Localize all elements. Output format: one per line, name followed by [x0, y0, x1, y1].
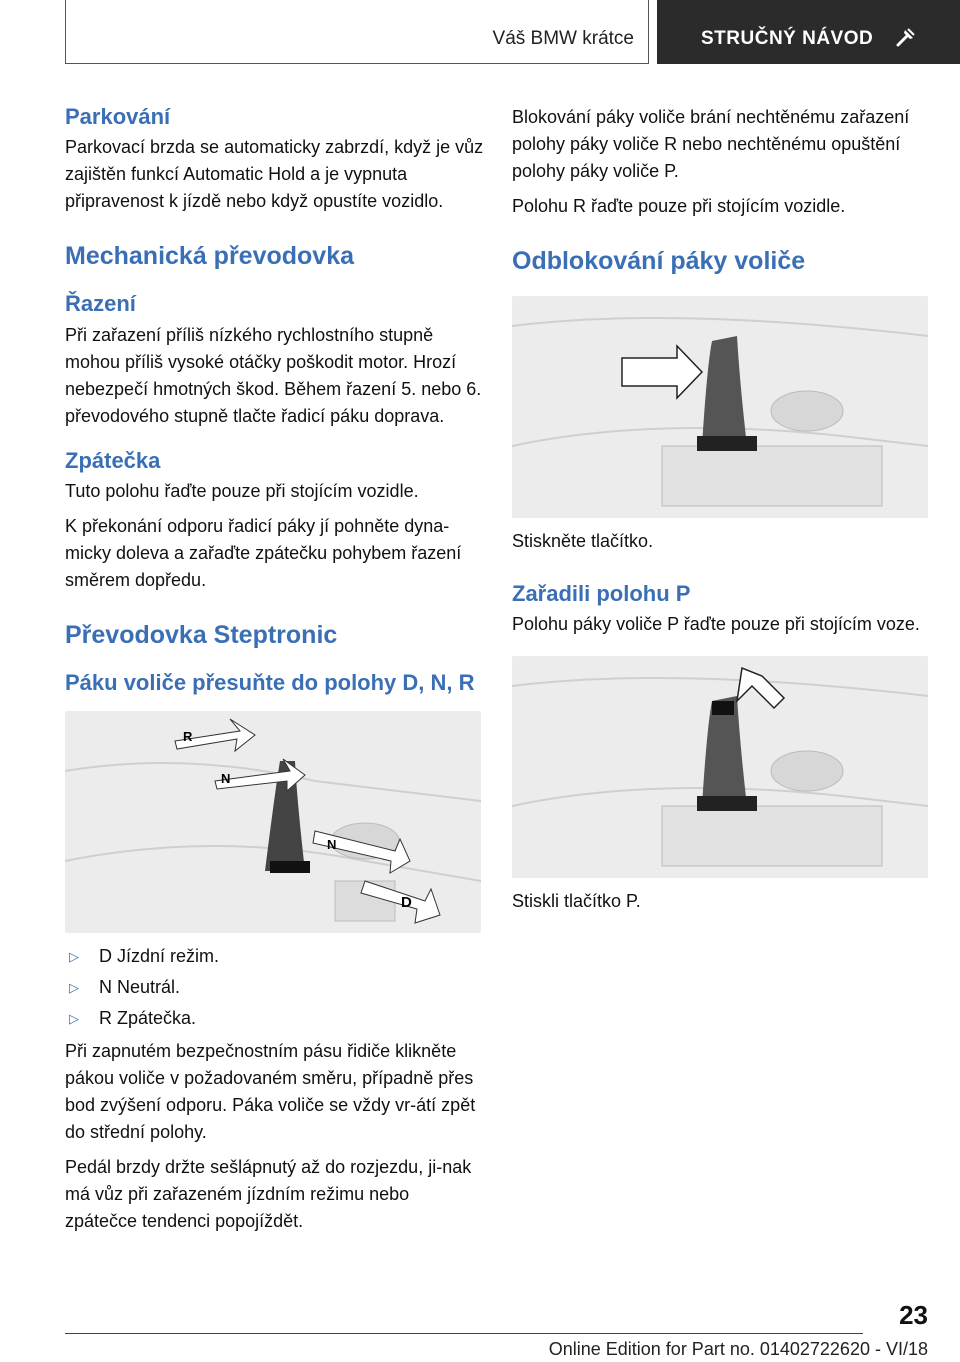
triangle-bullet-icon: ▷	[69, 1010, 79, 1026]
reverse-paragraph-1: Tuto polohu řaďte pouze při stojícím vozidle.	[65, 481, 419, 502]
header-chapter-tab	[657, 0, 960, 64]
list-item: ▷ R Zpátečka.	[65, 1005, 485, 1032]
parking-heading: Parkování	[65, 104, 171, 129]
manual-gearbox-heading: Mechanická převodovka	[65, 242, 355, 271]
right-column	[512, 104, 930, 923]
triangle-bullet-icon: ▷	[69, 948, 79, 964]
selector-lever-illustration	[65, 711, 481, 933]
triangle-bullet-icon: ▷	[69, 979, 79, 995]
list-item: ▷ D Jízdní režim.	[65, 943, 485, 970]
header-chapter-label: STRUČNÝ NÁVOD	[701, 28, 874, 49]
park-paragraph: Polohu páky voliče P řaďte pouze při stojícím voze.	[512, 614, 920, 635]
left-column	[65, 104, 485, 1243]
illustration-label-d: D	[401, 893, 412, 911]
footer-edition: Online Edition for Part no. 01402722620 - VI/18	[548, 1339, 928, 1359]
shifting-heading: Řazení	[65, 291, 136, 317]
selector-heading: Páku voliče přesuňte do polohy D, N, R	[65, 670, 475, 696]
park-caption: Stiskli tlačítko P.	[512, 891, 641, 912]
list-item: ▷ N Neutrál.	[65, 974, 485, 1001]
unlock-caption: Stiskněte tlačítko.	[512, 531, 654, 551]
reverse-paragraph-2: K překonání odporu řadicí páky jí pohněte dyna-micky doleva a zařaďte zpátečku pohybem řazení směrem dopředu.	[65, 516, 462, 591]
lock-paragraph: Blokování páky voliče brání nechtěnému zařazení polohy páky voliče R nebo nechtěnému opuštění polohy páky voliče P.	[512, 107, 910, 181]
illustration-label-n-top: N	[221, 770, 231, 786]
footer-divider	[65, 1333, 863, 1334]
park-button-illustration	[512, 656, 928, 878]
illustration-label-n-bottom: N	[327, 836, 337, 852]
unlock-illustration	[512, 296, 928, 518]
header-left-box	[65, 0, 649, 64]
page-number: 23	[899, 1300, 928, 1330]
gear-mode-list	[65, 943, 485, 1032]
header-section-label: Váš BMW krátce	[492, 28, 634, 49]
brake-pedal-paragraph: Pedál brzdy držte sešlápnutý až do rozjezdu, ji-nak má vůz při zařazeném jízdním režimu nebo zpátečce tendenci popojíždět.	[65, 1156, 472, 1231]
illustration-label-r: R	[183, 728, 193, 744]
selector-operation-paragraph: Při zapnutém bezpečnostním pásu řidiče klikněte pákou voliče v požadovaném směru, případně přes bod zvýšení odporu. Páka voliče se vždy vr-átí zpět do střední polohy.	[65, 1040, 476, 1142]
wrench-icon	[893, 26, 917, 55]
unlock-heading: Odblokování páky voliče	[512, 247, 806, 275]
steptronic-heading: Převodovka Steptronic	[65, 621, 338, 650]
park-heading: Zařadili polohu P	[512, 581, 691, 606]
r-position-paragraph: Polohu R řaďte pouze při stojícím vozidle.	[512, 196, 846, 216]
reverse-heading: Zpátečka	[65, 447, 161, 473]
shifting-paragraph: Při zařazení příliš nízkého rychlostního stupně mohou příliš vysoké otáčky poškodit motor. Hrozí nebezpečí hmotných škod. Během řazení 5. nebo 6. převodového stupně tlačte řadicí páku doprava.	[65, 324, 482, 426]
parking-paragraph: Parkovací brzda se automaticky zabrzdí, když je vůz zajištěn funkcí Automatic Hold a je vypnuta připravenost k jízdě nebo když opustíte vozidlo.	[65, 137, 484, 212]
